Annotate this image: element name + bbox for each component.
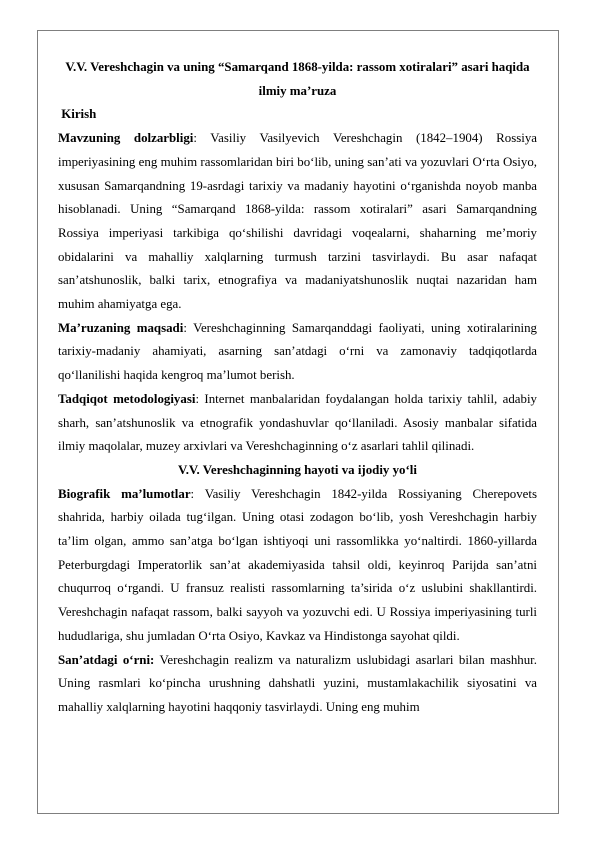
paragraph-text: : Vasiliy Vereshchagin 1842-yilda Rossiyaning Cherepovets shahrida, harbiy oilada tug‘ilgan. Uning otasi zodagon bo‘lib, yosh Vereshchagin harbiy ta’lim olgan, ammo san’atga bo‘lgan ishtiyoqi uni rassomlikka yo‘naltirdi. 1860-yillarda Peterburgdagi Imperatorlik san’at akademiyasida tahsil oldi, keyinroq Parijda san’atni chuqurroq o‘rgandi. U fransuz realisti rassomlarning ta’sirida o‘z uslubini shakllantirdi. Vereshchagin nafaqat rassom, balki sayyoh va yozuvchi edi. U Rossiya imperiyasining turli hududlariga, shu jumladan O‘rta Osiyo, Kavkaz va Hindistonga sayohat qildi. [58, 486, 537, 643]
paragraph-lead: San’atdagi o‘rni: [58, 652, 155, 667]
paragraph-text: : Internet manbalaridan foydalangan holda tarixiy tahlil, adabiy sharh, san’atshunoslik va etnografik yondashuvlar qo‘llaniladi. Asosiy manbalar sifatida ilmiy maqolalar, muzey arxivlari va Vereshchaginning o‘z asarlari tahlil qilinadi. [58, 391, 538, 454]
paragraph-lead: Tadqiqot metodologiyasi [58, 391, 196, 406]
document-body [58, 56, 537, 720]
section-heading: V.V. Vereshchaginning hayoti va ijodiy yo‘li [178, 462, 417, 477]
paragraph-text: : Vereshchaginning Samarqanddagi faoliyati, uning xotiralarining tarixiy-madaniy ahamiyati, asarning san’atdagi o‘rni va zamonaviy tadqiqotlarda qo‘llanilishi haqida kengroq ma’lumot berish. [58, 320, 537, 383]
paragraph-lead: Ma’ruzaning maqsadi [58, 320, 184, 335]
paragraph-relevance [58, 127, 537, 317]
intro-heading: Kirish [58, 107, 97, 122]
paragraph-purpose [58, 317, 537, 388]
paragraph-methodology [58, 388, 537, 459]
paragraph-art-role [58, 649, 537, 720]
paragraph-lead: Mavzuning dolzarbligi [58, 131, 194, 146]
paragraph-lead: Biografik ma’lumotlar [58, 486, 191, 501]
paragraph-biography [58, 483, 537, 649]
paragraph-text: Vereshchagin realizm va naturalizm uslubidagi asarlari bilan mashhur. Uning rasmlari ko‘pincha urushning dahshatli yuzini, mustamlakachilik siyosatini va mahalliy xalqlarning hayotini haqqoniy tasvirlaydi. Uning eng muhim [58, 652, 537, 714]
paragraph-text: : Vasiliy Vasilyevich Vereshchagin (1842–1904) Rossiya imperiyasining eng muhim rassomlaridan biri bo‘lib, uning san’ati va yozuvlari O‘rta Osiyo, xususan Samarqandning 19-asrdagi tarixiy va madaniy hayotini o‘rganishda noyob manba hisoblanadi. Uning “Samarqand 1868-yilda: rassom xotiralari” asari Samarqandning Rossiya imperiyasi tarkibiga qo‘shilishi davridagi voqealarni, shaharning me’moriy obidalarini va mahalliy xalqlarning turmush tarzini tasvirlaydi. Bu asar nafaqat san’atshunoslik, balki tarix, etnografiya va madaniyatshunoslik nuqtai nazaridan ham muhim ahamiyatga ega. [58, 131, 537, 312]
document-title: V.V. Vereshchagin va uning “Samarqand 1868-yilda: rassom xotiralari” asari haqida ilmiy ma’ruza [65, 60, 530, 98]
